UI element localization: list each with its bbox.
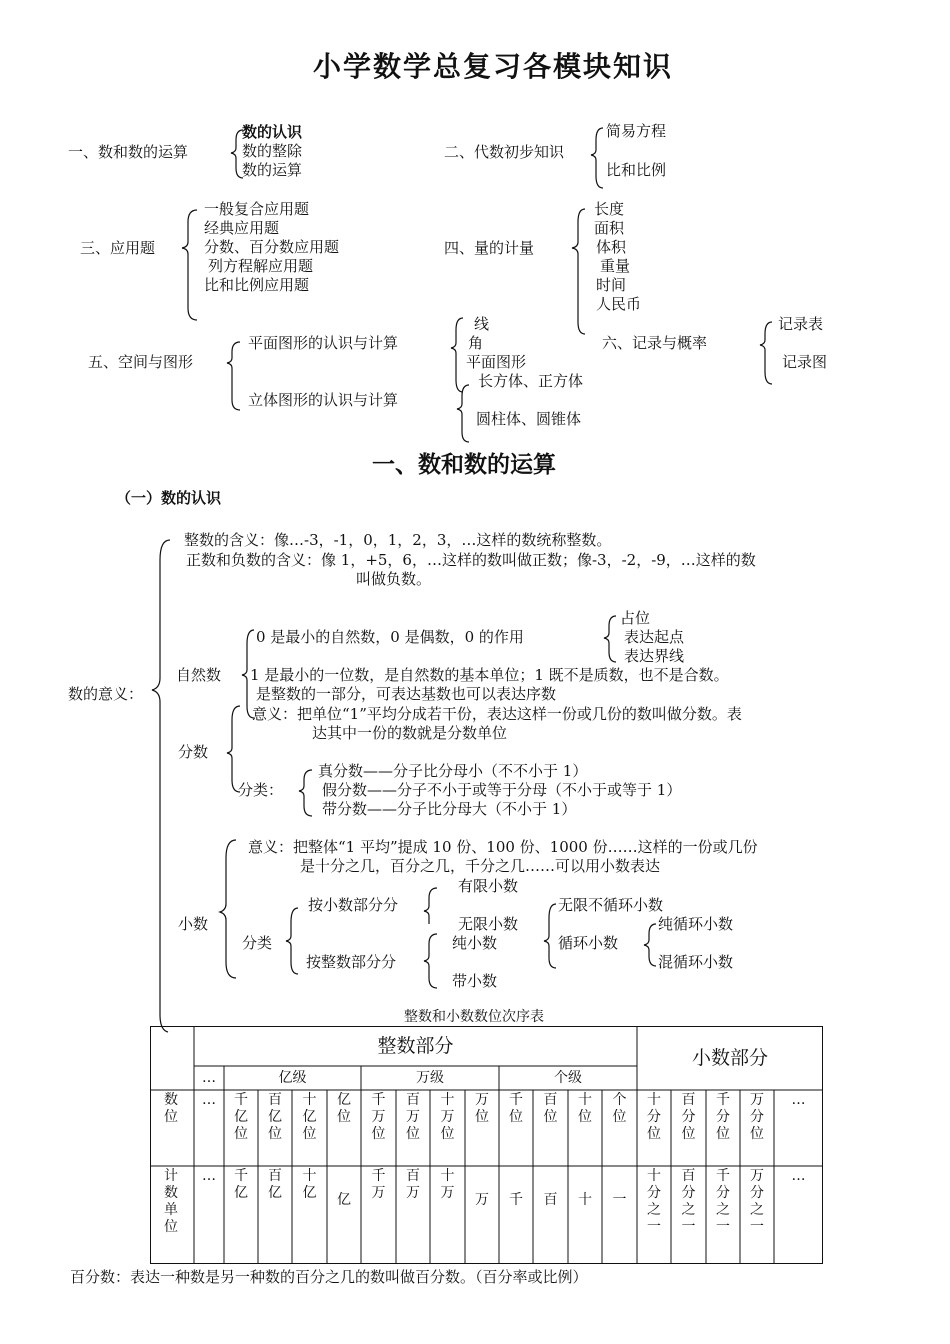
module-3-item: 列方程解应用题 bbox=[208, 257, 314, 275]
place-cell: 百位 bbox=[543, 1092, 558, 1125]
unit-cell: 百分之一 bbox=[681, 1168, 696, 1235]
module-6-item: 记录表 bbox=[778, 315, 824, 333]
module-5-solid-item: 长方体、正方体 bbox=[478, 372, 584, 390]
module-4-item: 重量 bbox=[600, 257, 631, 275]
place-cell: … bbox=[791, 1092, 806, 1108]
pure-repeating: 纯循环小数 bbox=[658, 915, 734, 933]
decimal-meaning-cont: 是十分之几，百分之几，千分之几……可以用小数表达 bbox=[300, 857, 661, 875]
unit-cell: 万分之一 bbox=[750, 1168, 764, 1235]
group-yi: 亿级 bbox=[278, 1070, 307, 1086]
finite-decimal: 有限小数 bbox=[458, 877, 519, 895]
place-cell: 十万位 bbox=[440, 1092, 455, 1142]
unit-cell: 百亿 bbox=[268, 1168, 282, 1201]
fraction-meaning: 意义：把单位“1”平均分成若干份，表达这样一份或几份的数叫做分数。表 bbox=[252, 705, 742, 723]
natural-zero: 0 是最小的自然数，0 是偶数，0 的作用 bbox=[256, 628, 524, 646]
module-6-label: 六、记录与概率 bbox=[602, 334, 708, 352]
unit-cell: 十分之一 bbox=[647, 1168, 661, 1235]
module-1-item: 数的认识 bbox=[242, 123, 303, 141]
module-5-solid: 立体图形的认识与计算 bbox=[248, 391, 399, 409]
module-4-item: 体积 bbox=[596, 238, 627, 256]
unit-cell: 一 bbox=[612, 1192, 627, 1208]
module-5-plane-item: 平面图形 bbox=[466, 353, 527, 371]
zero-role: 表达起点 bbox=[624, 628, 685, 646]
fraction-meaning-cont: 达其中一份的数就是分数单位 bbox=[312, 724, 508, 742]
module-6-item: 记录图 bbox=[782, 353, 828, 371]
place-cell: 千亿位 bbox=[234, 1092, 248, 1142]
fraction-class: 真分数——分子比分母小（不不小于 1） bbox=[318, 762, 588, 780]
natural-label: 自然数 bbox=[176, 666, 222, 684]
pos-neg-definition-cont: 叫做负数。 bbox=[356, 570, 432, 588]
integer-part-header: 整数部分 bbox=[377, 1035, 454, 1057]
group-ge: 个级 bbox=[554, 1070, 582, 1086]
page-title: 小学数学总复习各模块知识 bbox=[313, 50, 674, 83]
fraction-class: 假分数——分子不小于或等于分母（不小于或等于 1） bbox=[322, 781, 682, 799]
module-4-label: 四、量的计量 bbox=[444, 239, 535, 257]
unit-cell: … bbox=[791, 1168, 806, 1184]
non-repeating-decimal: 无限不循环小数 bbox=[558, 896, 664, 914]
unit-cell: … bbox=[202, 1168, 216, 1184]
place-cell: 百亿位 bbox=[268, 1092, 282, 1142]
place-cell: 千位 bbox=[509, 1092, 523, 1125]
module-5-plane-item: 角 bbox=[468, 334, 484, 352]
natural-one: 1 是最小的一位数，是自然数的基本单位；1 既不是质数，也不是合数。 bbox=[250, 666, 729, 684]
place-cell: … bbox=[202, 1092, 216, 1108]
infinite-decimal: 无限小数 bbox=[458, 915, 519, 933]
module-3-item: 一般复合应用题 bbox=[204, 200, 310, 218]
meaning-label: 数的意义： bbox=[68, 685, 144, 703]
place-cell: 十亿位 bbox=[302, 1092, 317, 1142]
group-ellipsis: … bbox=[202, 1070, 216, 1086]
pure-decimal: 纯小数 bbox=[452, 934, 498, 952]
module-1-label: 一、数和数的运算 bbox=[68, 143, 189, 161]
module-5-plane: 平面图形的认识与计算 bbox=[248, 334, 399, 352]
place-cell: 百万位 bbox=[406, 1092, 420, 1142]
subsection-title: （一）数的认识 bbox=[116, 489, 222, 507]
decimal-class-label: 分类 bbox=[242, 934, 273, 952]
unit-cell: 十亿 bbox=[302, 1168, 317, 1201]
zero-role: 占位 bbox=[620, 609, 651, 627]
place-cell: 千分位 bbox=[716, 1092, 730, 1142]
unit-cell: 千亿 bbox=[234, 1168, 248, 1201]
decimal-part-header: 小数部分 bbox=[691, 1047, 768, 1069]
zero-role: 表达界线 bbox=[624, 647, 685, 665]
place-cell: 万分位 bbox=[750, 1092, 764, 1142]
module-5-label: 五、空间与图形 bbox=[88, 353, 194, 371]
section-title: 一、数和数的运算 bbox=[372, 451, 556, 478]
unit-cell: 亿 bbox=[337, 1192, 351, 1208]
module-1-item: 数的整除 bbox=[242, 142, 303, 160]
module-3-item: 分数、百分数应用题 bbox=[204, 238, 340, 256]
fraction-class-label: 分类： bbox=[238, 781, 284, 799]
decimal-meaning: 意义：把整体“1 平均”提成 10 份、100 份、1000 份……这样的一份或几份 bbox=[248, 838, 758, 856]
module-5-solid-item: 圆柱体、圆锥体 bbox=[476, 410, 582, 428]
natural-part: 是整数的一部分，可表达基数也可以表达序数 bbox=[256, 685, 557, 703]
mixed-repeating: 混循环小数 bbox=[658, 953, 734, 971]
table-caption: 整数和小数数位次序表 bbox=[404, 1009, 544, 1025]
module-2-item: 简易方程 bbox=[606, 122, 667, 140]
module-4-item: 时间 bbox=[596, 276, 627, 294]
unit-cell: 千分之一 bbox=[716, 1168, 730, 1235]
repeating-decimal: 循环小数 bbox=[558, 934, 619, 952]
module-3-item: 比和比例应用题 bbox=[204, 276, 310, 294]
place-cell: 万位 bbox=[475, 1092, 489, 1125]
group-wan: 万级 bbox=[416, 1070, 444, 1086]
place-cell: 十位 bbox=[578, 1092, 592, 1125]
percent-definition: 百分数：表达一种数是另一种数的百分之几的数叫做百分数。（百分率或比例） bbox=[70, 1268, 588, 1286]
place-cell: 亿位 bbox=[337, 1092, 351, 1125]
place-value-table bbox=[150, 1026, 823, 1264]
unit-cell: 十 bbox=[578, 1192, 592, 1208]
unit-cell: 百 bbox=[543, 1192, 558, 1208]
pos-neg-definition: 正数和负数的含义：像 1，+5，6，…这样的数叫做正数；像-3，-2，-9，…这样的数 bbox=[186, 551, 756, 569]
fraction-class: 带分数——分子比分母大（不小于 1） bbox=[322, 800, 577, 818]
unit-cell: 千万 bbox=[371, 1168, 386, 1201]
module-4-item: 长度 bbox=[594, 200, 625, 218]
unit-cell: 百万 bbox=[406, 1168, 420, 1201]
unit-cell: 万 bbox=[475, 1192, 489, 1208]
place-cell: 十分位 bbox=[647, 1092, 661, 1142]
module-2-label: 二、代数初步知识 bbox=[444, 143, 565, 161]
row-label-units: 计数单位 bbox=[164, 1168, 178, 1235]
place-cell: 百分位 bbox=[681, 1092, 696, 1142]
unit-cell: 十万 bbox=[440, 1168, 455, 1201]
place-cell: 千万位 bbox=[371, 1092, 386, 1142]
by-decimal-part: 按小数部分分 bbox=[308, 896, 399, 914]
decimal-label: 小数 bbox=[178, 915, 209, 933]
place-cell: 个位 bbox=[612, 1092, 627, 1125]
module-3-item: 经典应用题 bbox=[204, 219, 280, 237]
mixed-decimal: 带小数 bbox=[452, 972, 498, 990]
integer-definition: 整数的含义：像…-3，-1，0，1，2，3，…这样的数统称整数。 bbox=[184, 531, 612, 549]
module-5-plane-item: 线 bbox=[474, 315, 490, 333]
module-3-label: 三、应用题 bbox=[80, 239, 156, 257]
module-1-item: 数的运算 bbox=[242, 161, 303, 179]
module-2-item: 比和比例 bbox=[606, 161, 667, 179]
module-4-item: 人民币 bbox=[596, 295, 642, 313]
unit-cell: 千 bbox=[509, 1192, 523, 1208]
row-label-places: 数位 bbox=[164, 1092, 178, 1125]
by-integer-part: 按整数部分分 bbox=[306, 953, 397, 971]
fraction-label: 分数 bbox=[178, 743, 209, 761]
module-4-item: 面积 bbox=[594, 219, 625, 237]
